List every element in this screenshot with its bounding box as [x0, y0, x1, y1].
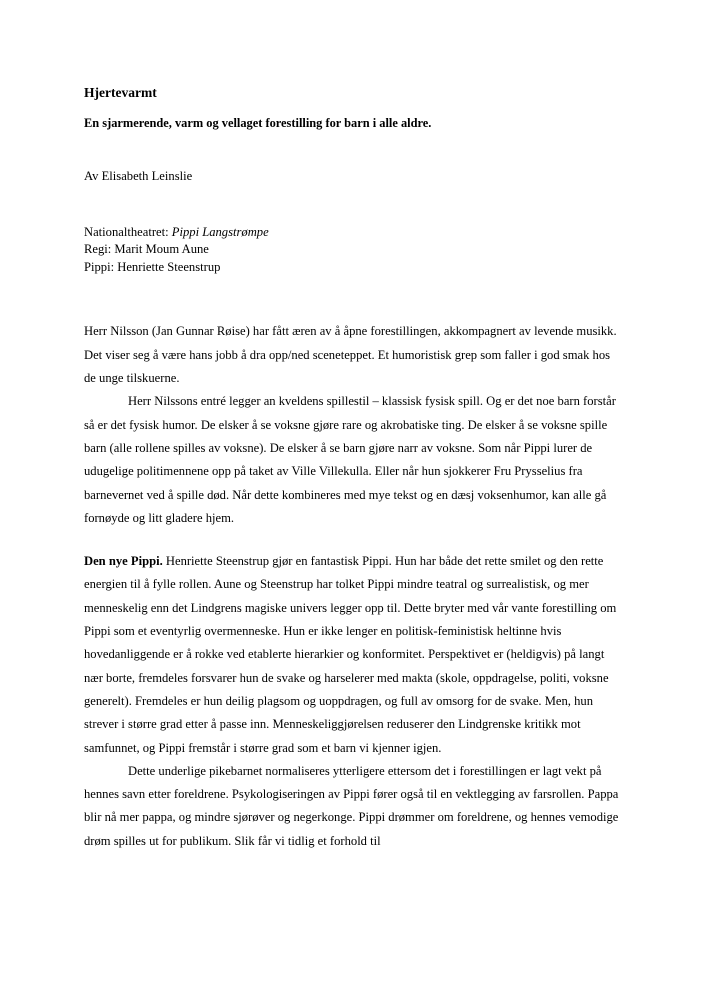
- body-paragraph: Herr Nilsson (Jan Gunnar Røise) har fått æren av å åpne forestillingen, akkompagnert av levende musikk. Det viser seg å være hans jobb å dra opp/ned sceneteppet. Et humoristisk grep som faller i god smak hos de unge tilskuerne.: [84, 324, 617, 386]
- page-subtitle: En sjarmerende, varm og vellaget forestilling for barn i alle aldre.: [84, 116, 432, 131]
- body-paragraph: [84, 550, 623, 760]
- paragraph-lead-in: Den nye Pippi.: [84, 554, 163, 569]
- paragraph-text: Henriette Steenstrup gjør en fantastisk Pippi. Hun har både det rette smilet og den rette energien til å fylle rollen. Aune og Steenstrup har tolket Pippi mindre teatral og surrealistisk, og mer menneskelig enn det Lindgrens magiske univers legger opp til. Dette bryter med vår vante forestilling om Pippi som et eventyrlig overmenneske. Hun er ikke lenger en politisk-feministisk heltinne hvis hovedanliggende er å rokke ved etablerte hierarkier og konformitet. Perspektivet er (heldigvis) på langt nær borte, fremdeles forsvarer hun de svake og harselerer med makta (skole, oppdragelse, politi, voksne generelt). Fremdeles er hun deilig plagsom og uoppdragen, og full av omsorg for de svake. Men, hun strever i større grad etter å passe inn. Menneskeliggjørelsen reduserer den Lindgrenske kritikk mot samfunnet, og Pippi fremstår i større grad som et barn vi kjenner igjen.: [84, 554, 617, 755]
- page-title: Hjertevarmt: [84, 85, 157, 100]
- byline: Av Elisabeth Leinslie: [84, 168, 193, 183]
- credit-line-lead-actor: Pippi: Henriette Steenstrup: [84, 259, 221, 274]
- production-credits: [84, 224, 623, 277]
- credit-line-theatre: [84, 224, 623, 242]
- credit-line-director: Regi: Marit Moum Aune: [84, 242, 209, 257]
- body-paragraph: Dette underlige pikebarnet normaliseres ytterligere ettersom det i forestillingen er lagt vekt på hennes savn etter foreldrene. Psykologiseringen av Pippi fører også til en vektlegging av farsrollen. Pappa blir nå mer pappa, og mindre sjørøver og negerkonge. Pippi drømmer om foreldrene, og hennes vemodige drøm spilles ut for publikum. Slik får vi tidlig et forhold til: [84, 763, 619, 848]
- body-paragraph: Herr Nilssons entré legger an kveldens spillestil – klassisk fysisk spill. Og er det noe barn forstår så er det fysisk humor. De elsker å se voksne gjøre rare og akrobatiske ting. De elsker å se voksne spille barn (alle rollene spilles av voksne). De elsker å se barn gjøre narr av voksne. Som når Pippi lurer de udugelige politimennene opp på taket av Ville Villekulla. Eller når hun sjokkerer Fru Prysselius fra barnevernet ved å spille død. Når dette kombineres med mye tekst og en dæsj voksenhumor, kan alle gå fornøyde og litt gladere hjem.: [84, 394, 616, 525]
- credit-work-title: Pippi Langstrømpe: [171, 224, 269, 239]
- credit-theatre-label: Nationaltheatret:: [84, 224, 172, 239]
